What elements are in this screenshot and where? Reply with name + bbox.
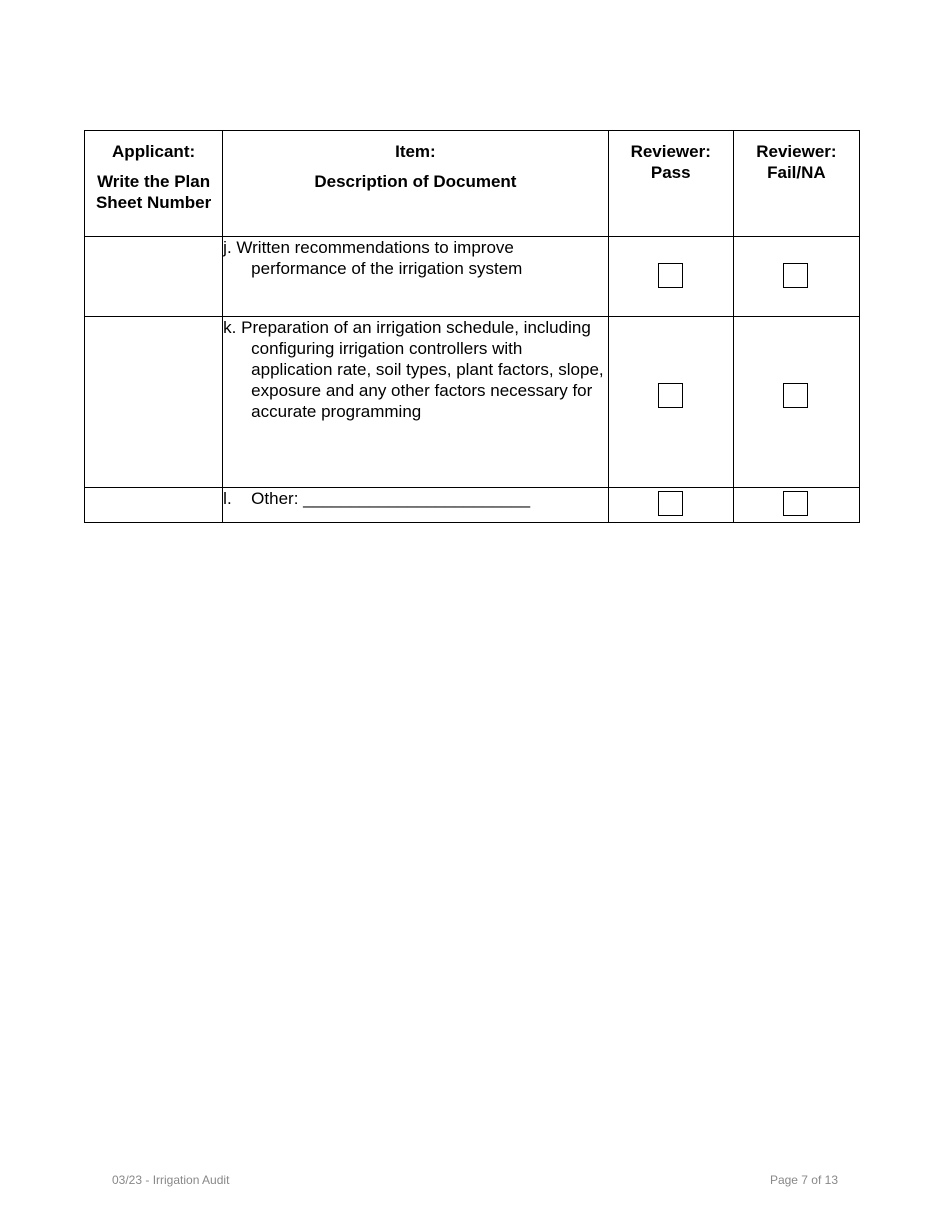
header-item-title: Item: [395,142,436,161]
item-description-cell [223,237,608,317]
item-description: j. Written recommendations to improve performance of the irrigation system [223,238,523,278]
pass-checkbox[interactable] [658,383,683,408]
header-item-subtitle: Description of Document [314,172,517,191]
table-row [85,488,860,523]
fail-checkbox[interactable] [783,491,808,516]
other-blank-field[interactable]: ________________________ [303,489,531,508]
pass-checkbox[interactable] [658,491,683,516]
header-reviewer-pass [608,131,733,237]
fail-cell [733,317,859,488]
header-item [223,131,608,237]
pass-cell [608,237,733,317]
table-header-row [85,131,860,237]
applicant-sheet-cell[interactable] [85,488,223,523]
pass-checkbox[interactable] [658,263,683,288]
pass-cell [608,488,733,523]
item-description-cell [223,317,608,488]
item-description-cell [223,488,608,523]
footer-document-label: 03/23 - Irrigation Audit [112,1173,230,1187]
fail-checkbox[interactable] [783,263,808,288]
footer-page-number: Page 7 of 13 [769,1173,838,1187]
fail-checkbox[interactable] [783,383,808,408]
header-applicant-title: Applicant: [112,142,196,161]
pass-cell [608,317,733,488]
table-row [85,237,860,317]
applicant-sheet-cell[interactable] [85,317,223,488]
header-applicant-subtitle: Write the Plan Sheet Number [95,172,212,212]
header-applicant [85,131,223,237]
irrigation-audit-table [84,130,860,523]
item-letter: l. [223,489,232,508]
fail-cell [733,237,859,317]
header-fail-label: Reviewer: Fail/NA [756,142,837,182]
other-label: Other: [251,489,299,508]
header-pass-label: Reviewer: Pass [630,142,711,182]
applicant-sheet-cell[interactable] [85,237,223,317]
header-reviewer-fail [733,131,859,237]
item-description: k. Preparation of an irrigation schedule, including configuring irrigation controllers with application rate, soil types, plant factors, slope, exposure and any other factors necessary for accurate programming [223,318,604,421]
fail-cell [733,488,859,523]
table-row [85,317,860,488]
